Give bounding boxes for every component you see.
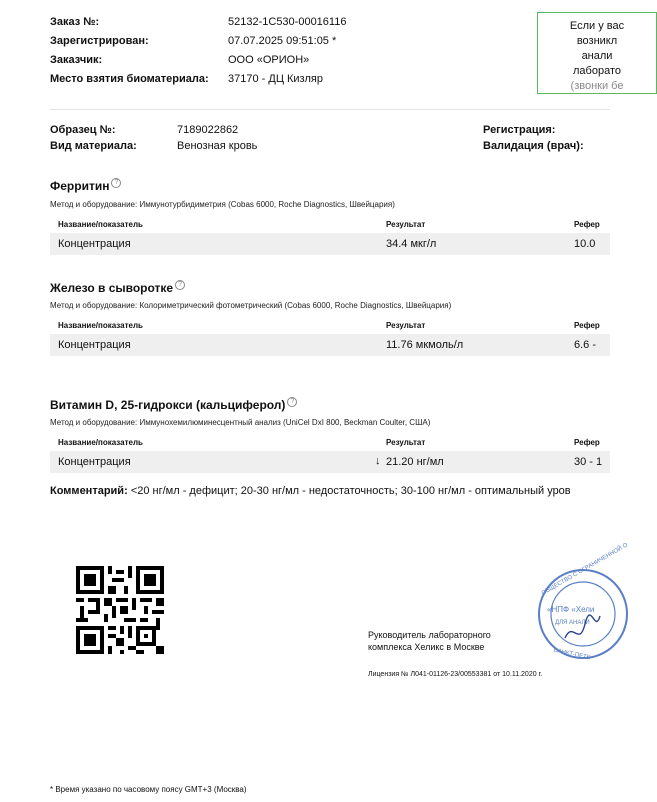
row-reference: 10.0 — [574, 238, 596, 250]
header-divider — [50, 109, 610, 110]
table-row — [50, 233, 610, 255]
col-header-reference: Рефер — [574, 438, 600, 447]
company-stamp — [525, 542, 630, 668]
col-header-name: Название/показатель — [58, 438, 143, 447]
location-value: 37170 - ДЦ Кизляр — [228, 73, 323, 85]
col-header-name: Название/показатель — [58, 220, 143, 229]
col-header-result: Результат — [386, 321, 426, 330]
comment-text: <20 нг/мл - дефицит; 20-30 нг/мл - недостаточность; 30-100 нг/мл - оптимальный уров — [130, 485, 571, 497]
timezone-footnote: * Время указано по часовому поясу GMT+3 (Москва) — [50, 785, 247, 794]
low-flag-arrow-icon: ↓ — [375, 455, 381, 467]
signature-scribble — [565, 615, 600, 638]
table-row — [50, 451, 610, 473]
col-header-reference: Рефер — [574, 220, 600, 229]
registered-value: 07.07.2025 09:51:05 * — [228, 35, 337, 47]
notice-line-5: (звонки бе — [570, 80, 624, 92]
help-icon[interactable]: ? — [175, 280, 185, 290]
row-name: Концентрация — [58, 339, 131, 351]
test-method: Метод и оборудование: Иммунохемилюминесцентный анализ (UniCel DxI 800, Beckman Coulter, США) — [50, 418, 431, 427]
customer-value: ООО «ОРИОН» — [228, 54, 310, 66]
notice-line-2: возникл — [576, 35, 618, 47]
validation-label: Валидация (врач): — [483, 140, 584, 152]
registration-label: Регистрация: — [483, 124, 556, 136]
notice-line-3: анали — [581, 50, 613, 62]
notice-line-1: Если у вас — [569, 20, 625, 32]
material-label: Вид материала: — [50, 140, 137, 152]
row-name: Концентрация — [58, 456, 131, 468]
sample-label: Образец №: — [50, 124, 116, 136]
table-row — [50, 334, 610, 356]
col-header-reference: Рефер — [574, 321, 600, 330]
test-title-vitamin-d: Витамин D, 25-гидрокси (кальциферол) ? — [50, 398, 297, 412]
comment — [50, 485, 571, 497]
signature-title-line-2: комплекса Хеликс в Москве — [368, 642, 485, 652]
signature-title-line-1: Руководитель лабораторного — [368, 630, 491, 640]
row-reference: 6.6 - — [574, 339, 597, 351]
material-value: Венозная кровь — [177, 140, 258, 152]
location-label: Место взятия биоматериала: — [50, 73, 209, 85]
sample-value: 7189022862 — [177, 124, 239, 136]
stamp-inner-text: ДЛЯ АНАЛИ — [555, 620, 590, 626]
license-number: Лицензия № Л041-01126-23/00553381 от 10.11.2020 г. — [368, 671, 543, 678]
test-method: Метод и оборудование: Колориметрический фотометрический (Cobas 6000, Roche Diagnostics, Швейцария) — [50, 301, 452, 310]
test-method: Метод и оборудование: Иммунотурбидиметрия (Cobas 6000, Roche Diagnostics, Швейцария) — [50, 200, 395, 209]
row-result: 34.4 мкг/л — [386, 238, 437, 250]
customer-label: Заказчик: — [50, 54, 103, 66]
test-title-iron: Железо в сыворотке ? — [50, 281, 185, 295]
order-label: Заказ №: — [50, 16, 100, 28]
row-result: 21.20 нг/мл — [386, 456, 444, 468]
row-result: 11.76 мкмоль/л — [386, 339, 464, 351]
contact-notice-box — [537, 12, 657, 94]
row-name: Концентрация — [58, 238, 131, 250]
help-icon[interactable]: ? — [111, 178, 121, 188]
col-header-result: Результат — [386, 438, 426, 447]
order-value: 52132-1С530-00016116 — [228, 16, 347, 28]
registered-label: Зарегистрирован: — [50, 35, 149, 47]
qr-code — [76, 566, 164, 654]
stamp-ring-text: ОБЩЕСТВО С ОГРАНИЧЕННОЙ О — [540, 542, 630, 597]
notice-line-4: лаборато — [573, 65, 621, 77]
row-reference: 30 - 1 — [574, 456, 603, 468]
col-header-result: Результат — [386, 220, 426, 229]
test-title-ferritin: Ферритин ? — [50, 179, 121, 193]
help-icon[interactable]: ? — [287, 397, 297, 407]
col-header-name: Название/показатель — [58, 321, 143, 330]
stamp-city-text: САНКТ-ПЕТЕ — [552, 647, 591, 662]
stamp-text: «НПФ «Хели — [547, 605, 595, 614]
comment-label: Комментарий: — [50, 485, 128, 497]
